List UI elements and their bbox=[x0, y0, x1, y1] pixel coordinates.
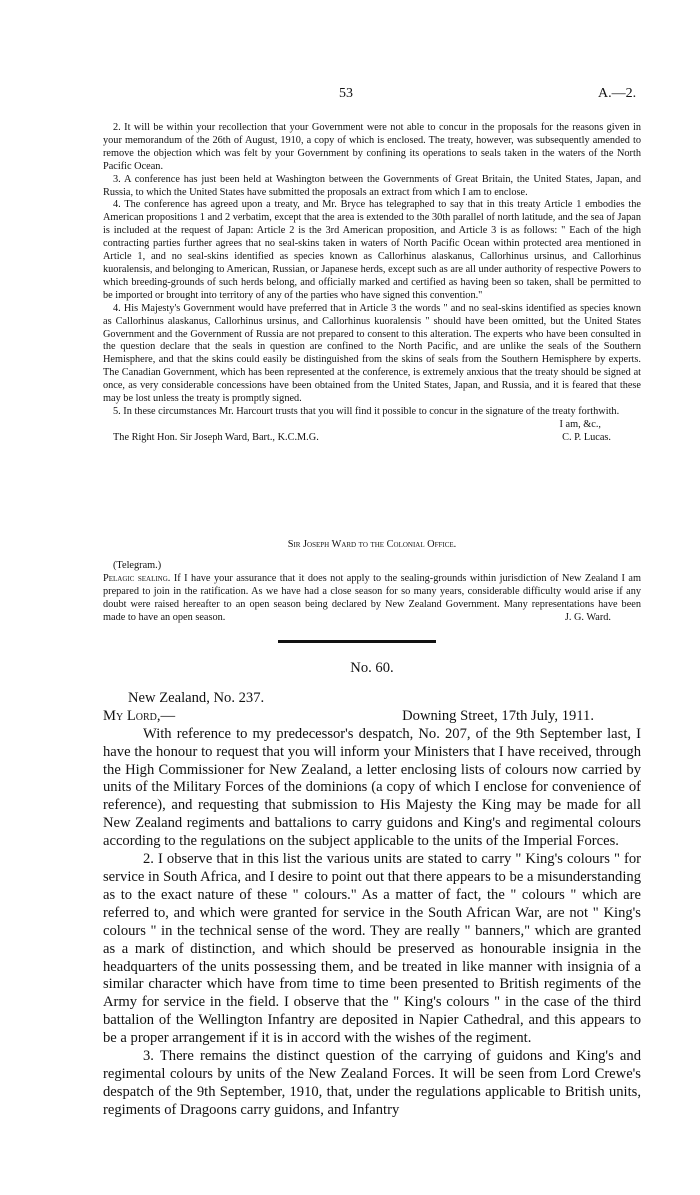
despatch-paragraph: With reference to my predecessor's despatch, No. 207, of the 9th September last, I have the honour to request that you will inform your Ministers that I have received, through the High Commissioner for New Zealand, a letter enclosing lists of colours now carried by units of the Military Forces of the dominions (a copy of which I enclose for convenience of reference), and requesting that submission to His Majesty the King may be made for all New Zealand regiments and battalions to carry guidons and King's and regimental colours according to the regulations on the subject applicable to the units of the Imperial Forces. bbox=[103, 725, 641, 850]
letter-closing: I am, &c., bbox=[559, 418, 601, 430]
letter-paragraph: 4. His Majesty's Government would have preferred that in Article 3 the words " and no seal-skins identified as species known as Callorhinus alaskanus, Callorhinus ursinus, and Callorhinus kuoralensis " should have been omitted, but the United States Government and the Government of Russia are not prepared to consent to this alteration. The experts who have been consulted in the question declare that the seals in question are confined to the North Pacific, and are unlike the seals of the Southern Hemisphere, and that the skins could easily be distinguished from the skins of seals from the Southern Hemisphere by experts. The Canadian Government, which has been represented at the conference, is extremely anxious that the treaty should be signed at once, as very considerable concessions have been obtained from the United States, Japan, and Russia, and it is feared that these may be lost unless the treaty is promptly signed. bbox=[103, 302, 641, 405]
telegram-heading: Sir Joseph Ward to the Colonial Office. bbox=[287, 539, 457, 550]
page-number: 53 bbox=[339, 86, 353, 101]
letter-paragraph: 4. The conference has agreed upon a treaty, and Mr. Bryce has telegraphed to say that in this treaty Article 1 embodies the American propositions 1 and 2 verbatim, except that the area is extended to the 30th parallel of north latitude, and the sea of Japan is included at the request of Japan: Article 2 is the 3rd American proposition, and Article 3 is as follows: " Each of the high contracting parties further agrees that no seal-skins taken in waters of North Pacific Ocean within protected area mentioned in Article 1, and no seal-skins identified as species known as Callorhinus alaskanus, Callorhinus ursinus, and Callorhinus kuoralensis, and belonging to American, Russian, or Japanese herds, except such as are all under authority of respective Powers to which breeding-grounds of such herds belong, and officially marked and certified as having been so taken, shall be permitted to be imported or brought into territory of any of the parties who have signed this convention." bbox=[103, 199, 641, 301]
telegram-subject: Pelagic sealing. bbox=[103, 573, 171, 584]
letter-paragraph: 2. It will be within your recollection that your Government were not able to concur in the proposals for the reasons given in your memorandum of the 26th of August, 1910, a copy of which is enclosed. The treaty, however, was subsequently amended to remove the objection which was felt by your Government by confining its operations to seals taken in the waters of the North Pacific Ocean. bbox=[103, 122, 641, 172]
colonial-office-letter bbox=[103, 122, 641, 445]
telegram bbox=[103, 538, 641, 624]
letter-signature-line bbox=[103, 432, 641, 445]
despatch-place-date: Downing Street, 17th July, 1911. bbox=[402, 707, 594, 724]
letter-addressee: The Right Hon. Sir Joseph Ward, Bart., K.C.M.G. bbox=[113, 431, 319, 443]
despatch-paragraph: 2. I observe that in this list the various units are stated to carry " King's colours " for service in South Africa, and I desire to point out that there appears to be a misunderstanding as to the exact nature of these " colours." As a matter of fact, the " colours " which are referred to, and which were granted for service in the South African War, are not " King's colours " in the technical sense of the word. They are really " banners," which are granted as a mark of distinction, and which should be preserved as honourable insignia in the headquarters of the units possessing them, and be treated in like manner with insignia of a similar character which have from time to time been presented to British regiments of the Army for service in the field. I observe that the " King's colours " in the case of the third battalion of the Wellington Infantry are deposited in Napier Cathedral, and this appears to be a proper arrangement if it is in accord with the wishes of the regiment. bbox=[103, 851, 641, 1047]
letter-closing-line bbox=[103, 419, 641, 432]
telegram-signature: J. G. Ward. bbox=[564, 612, 611, 623]
despatch-salutation: My Lord,— bbox=[103, 707, 176, 724]
section-divider-rule bbox=[278, 640, 436, 643]
despatch-paragraph: 3. There remains the distinct question of the carrying of guidons and King's and regimental colours by units of the New Zealand Forces. It will be seen from Lord Crewe's despatch of the 9th September, 1910, that, under the regulations applicable to British units, regiments of Dragoons carry guidons, and Infantry bbox=[103, 1048, 641, 1118]
despatch-salutation-line bbox=[103, 708, 641, 726]
letter-paragraph: 3. A conference has just been held at Washington between the Governments of Great Britain, the United States, Japan, and Russia, to which the United States have submitted the proposals an extract from which I am to enclose. bbox=[103, 173, 641, 198]
despatch-number: No. 60. bbox=[350, 660, 394, 676]
letter-signature: C. P. Lucas. bbox=[562, 431, 611, 443]
despatch-no-60 bbox=[103, 660, 641, 1120]
telegram-body: If I have your assurance that it does not apply to the sealing-grounds within jurisdiction of New Zealand I am prepared to join in the ratification. As we have had a close season for so many years, considerable difficulty would arise if any doubt were raised hereafter to an open season being declared by New Zealand Government. Many representations have been made to have an open season. bbox=[103, 573, 642, 623]
despatch-colony-reference: New Zealand, No. 237. bbox=[128, 689, 265, 706]
letter-paragraph: 5. In these circumstances Mr. Harcourt trusts that you will find it possible to concur in the signature of the treaty forthwith. bbox=[113, 405, 620, 417]
document-reference: A.—2. bbox=[598, 86, 637, 101]
page-header bbox=[0, 86, 700, 106]
telegram-label: (Telegram.) bbox=[113, 560, 162, 571]
